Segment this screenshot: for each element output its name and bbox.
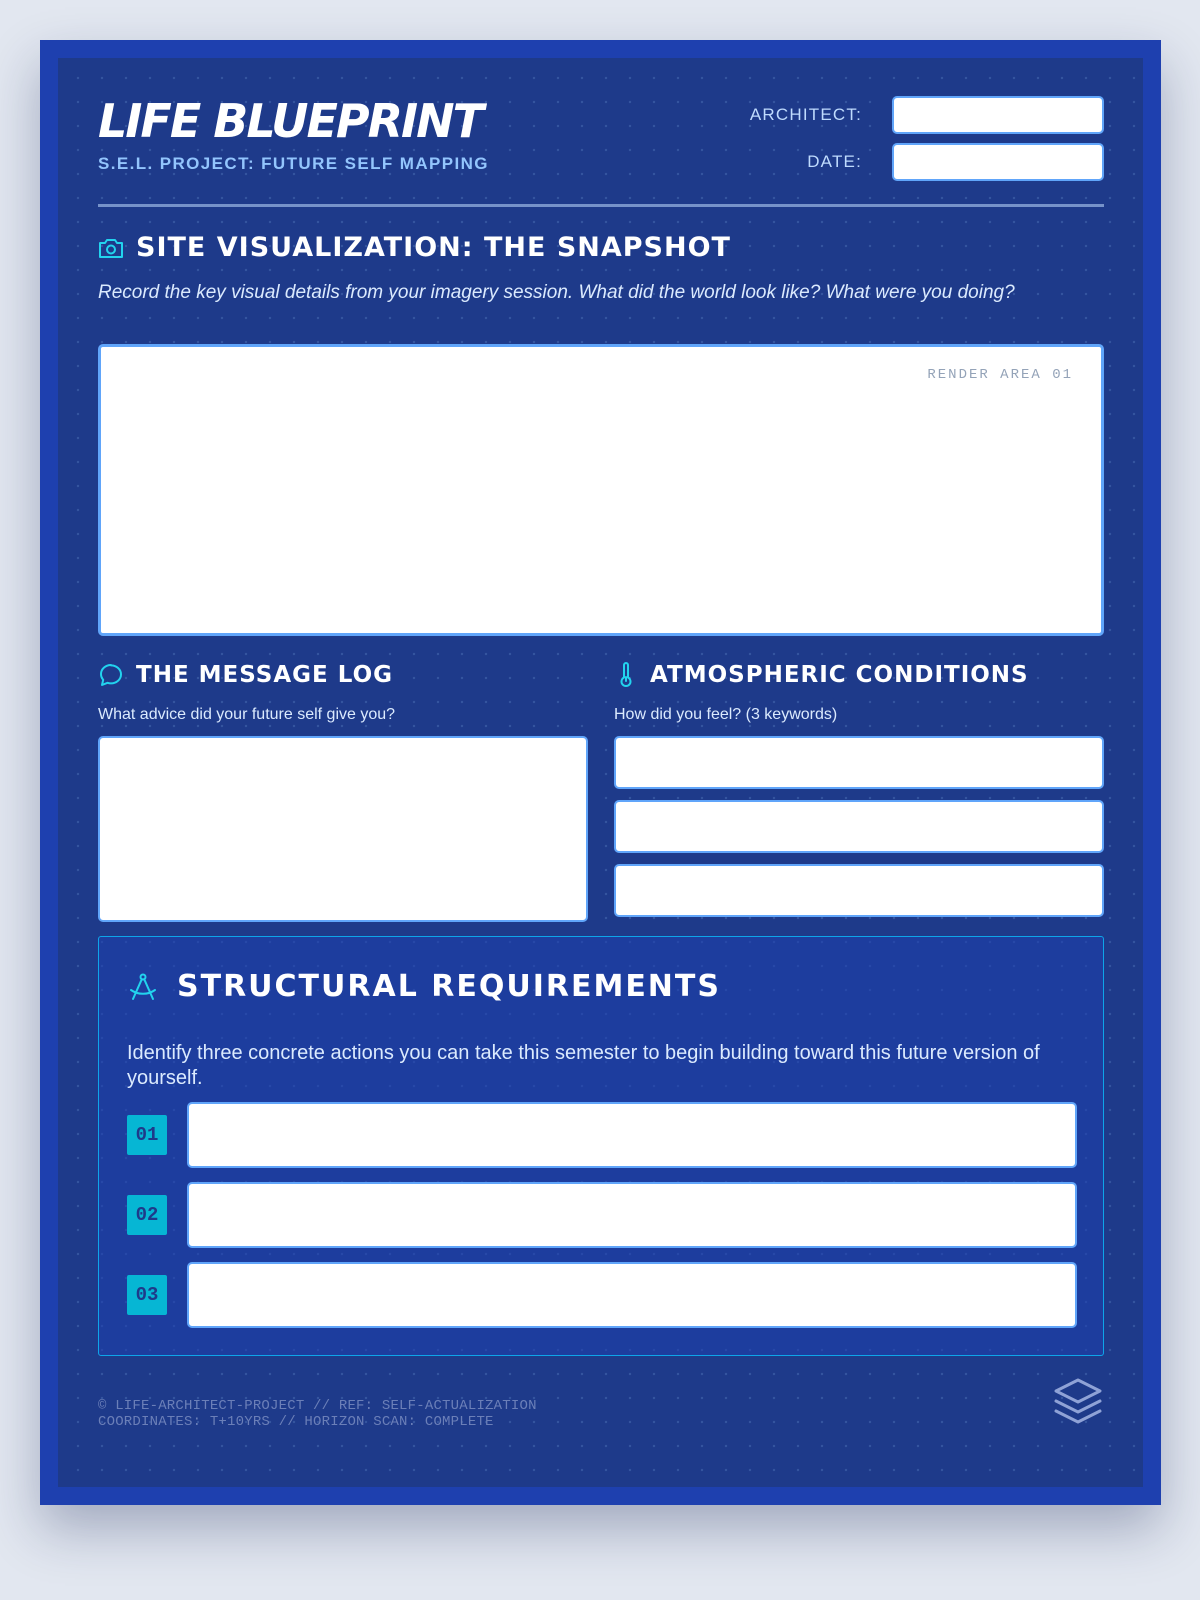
- structural-description: Identify three concrete actions you can take this semester to begin building toward this future version of yourself.: [127, 1042, 1040, 1089]
- action-input-3[interactable]: [187, 1262, 1077, 1328]
- page-subtitle: S.E.L. PROJECT: FUTURE SELF MAPPING: [98, 154, 489, 173]
- keyword-input-3[interactable]: [614, 864, 1104, 917]
- message-log-heading: [98, 662, 393, 688]
- header-divider: [98, 204, 1104, 207]
- snapshot-description: Record the key visual details from your imagery session. What did the world look like? What were you doing?: [98, 282, 1015, 303]
- worksheet-sheet: [40, 40, 1161, 1505]
- footer-line-2: COORDINATES: T+10YRS // HORIZON SCAN: COMPLETE: [98, 1414, 494, 1430]
- action-input-2[interactable]: [187, 1182, 1077, 1248]
- compass-icon: [127, 971, 159, 1003]
- action-number-badge: 03: [127, 1275, 167, 1315]
- action-number-badge: 01: [127, 1115, 167, 1155]
- atmosphere-heading: [614, 662, 1029, 688]
- footer-line-1: © LIFE-ARCHITECT-PROJECT // REF: SELF-ACTUALIZATION: [98, 1398, 537, 1414]
- structural-requirements-panel: [98, 936, 1104, 1356]
- footer-text: [98, 1398, 537, 1430]
- message-log-textarea[interactable]: [98, 736, 588, 922]
- snapshot-heading: [98, 232, 731, 263]
- page-title: LIFE BLUEPRINT: [98, 94, 483, 148]
- keyword-input-1[interactable]: [614, 736, 1104, 789]
- structural-heading: [127, 969, 721, 1004]
- date-input[interactable]: [892, 143, 1104, 181]
- thermometer-icon: [614, 662, 638, 688]
- action-input-1[interactable]: [187, 1102, 1077, 1168]
- message-log-prompt: What advice did your future self give you?: [98, 706, 396, 723]
- architect-input[interactable]: [892, 96, 1104, 134]
- render-area-label: RENDER AREA 01: [927, 367, 1073, 383]
- action-number-badge: 02: [127, 1195, 167, 1235]
- layers-icon: [1052, 1376, 1104, 1428]
- snapshot-render-area[interactable]: [98, 344, 1104, 636]
- snapshot-heading-text: SITE VISUALIZATION: THE SNAPSHOT: [136, 232, 731, 263]
- date-label: DATE:: [807, 152, 862, 171]
- message-log-heading-text: THE MESSAGE LOG: [136, 662, 394, 688]
- atmosphere-heading-text: ATMOSPHERIC CONDITIONS: [650, 662, 1029, 688]
- structural-heading-text: STRUCTURAL REQUIREMENTS: [177, 969, 721, 1004]
- atmosphere-prompt: How did you feel? (3 keywords): [614, 706, 838, 723]
- keyword-input-2[interactable]: [614, 800, 1104, 853]
- architect-label: ARCHITECT:: [749, 105, 862, 124]
- camera-icon: [98, 237, 124, 259]
- speech-bubble-icon: [98, 662, 124, 688]
